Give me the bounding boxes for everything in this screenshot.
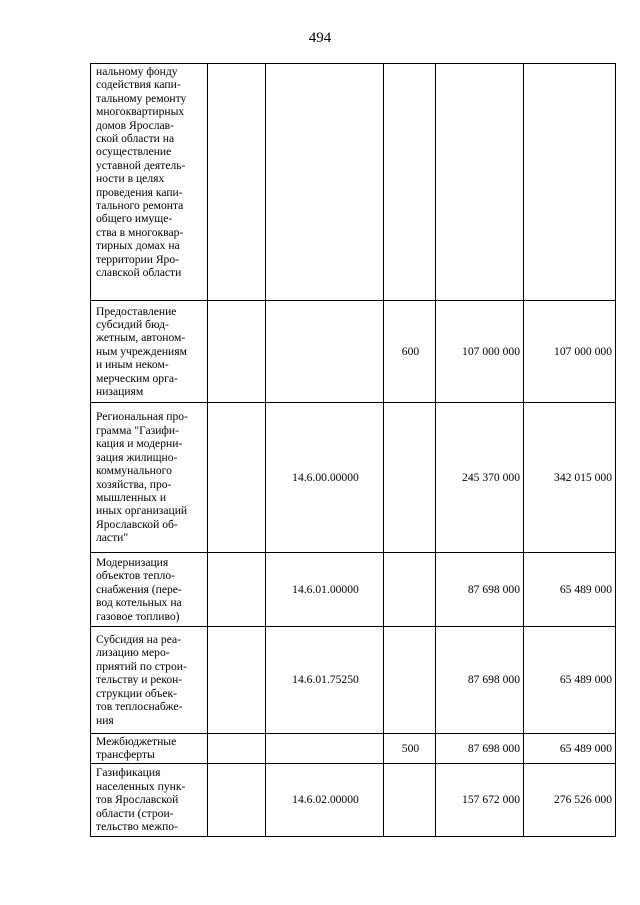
amount-year1-cell: 107 000 000 bbox=[436, 301, 524, 403]
amount-year1-cell bbox=[436, 64, 524, 301]
amount-year2-cell: 65 489 000 bbox=[524, 734, 616, 764]
item-name-cell: Модернизация объектов тепло- снабжения (пере- вод котельных на газовое топливо) bbox=[91, 553, 208, 627]
table-row bbox=[91, 627, 616, 734]
amount-year1-cell: 87 698 000 bbox=[436, 734, 524, 764]
table-row bbox=[91, 301, 616, 403]
empty-cell bbox=[208, 403, 266, 553]
amount-year2-cell bbox=[524, 64, 616, 301]
item-name-cell: Межбюджетные трансферты bbox=[91, 734, 208, 764]
item-name-cell: Региональная про- грамма "Газифи- кация и модерни- зация жилищно- коммунального хозяйства, про- мышленных и иных организаций Ярославской об- ласти" bbox=[91, 403, 208, 553]
expense-type-cell: 600 bbox=[384, 301, 436, 403]
empty-cell bbox=[208, 64, 266, 301]
page-number: 494 bbox=[308, 30, 332, 46]
expense-type-cell bbox=[384, 64, 436, 301]
amount-year2-cell: 342 015 000 bbox=[524, 403, 616, 553]
item-name-cell: Предоставление субсидий бюд- жетным, автоном- ным учреждениям и иным неком- мерческим орга- низациям bbox=[91, 301, 208, 403]
empty-cell bbox=[208, 734, 266, 764]
empty-cell bbox=[208, 553, 266, 627]
amount-year2-cell: 65 489 000 bbox=[524, 627, 616, 734]
amount-year1-cell: 157 672 000 bbox=[436, 763, 524, 836]
table-row bbox=[91, 64, 616, 301]
table-row bbox=[91, 553, 616, 627]
target-code-cell: 14.6.01.00000 bbox=[266, 553, 384, 627]
empty-cell bbox=[208, 627, 266, 734]
budget-table bbox=[90, 63, 616, 837]
target-code-cell bbox=[266, 734, 384, 764]
expense-type-cell bbox=[384, 763, 436, 836]
amount-year2-cell: 276 526 000 bbox=[524, 763, 616, 836]
expense-type-cell bbox=[384, 403, 436, 553]
target-code-cell: 14.6.00.00000 bbox=[266, 403, 384, 553]
target-code-cell bbox=[266, 301, 384, 403]
expense-type-cell: 500 bbox=[384, 734, 436, 764]
empty-cell bbox=[208, 301, 266, 403]
amount-year1-cell: 87 698 000 bbox=[436, 553, 524, 627]
amount-year1-cell: 87 698 000 bbox=[436, 627, 524, 734]
item-name-cell: Газификация населенных пунк- тов Ярославской области (строи- тельство межпо- bbox=[91, 763, 208, 836]
amount-year2-cell: 107 000 000 bbox=[524, 301, 616, 403]
target-code-cell: 14.6.02.00000 bbox=[266, 763, 384, 836]
target-code-cell: 14.6.01.75250 bbox=[266, 627, 384, 734]
expense-type-cell bbox=[384, 627, 436, 734]
empty-cell bbox=[208, 763, 266, 836]
amount-year1-cell: 245 370 000 bbox=[436, 403, 524, 553]
expense-type-cell bbox=[384, 553, 436, 627]
table-row bbox=[91, 403, 616, 553]
item-name-cell: нальному фонду содействия капи- тальному ремонту многоквартирных домов Ярослав- ской области на осуществление уставной деятель- ности в целях проведения капи- тального ремонта общего имуще- ства в многоквар- тирных домах на территории Яро- славской области bbox=[91, 64, 208, 301]
table-row bbox=[91, 763, 616, 836]
amount-year2-cell: 65 489 000 bbox=[524, 553, 616, 627]
table-row bbox=[91, 734, 616, 764]
item-name-cell: Субсидия на реа- лизацию меро- приятий по строи- тельству и рекон- струкции объек- тов теплоснабже- ния bbox=[91, 627, 208, 734]
target-code-cell bbox=[266, 64, 384, 301]
